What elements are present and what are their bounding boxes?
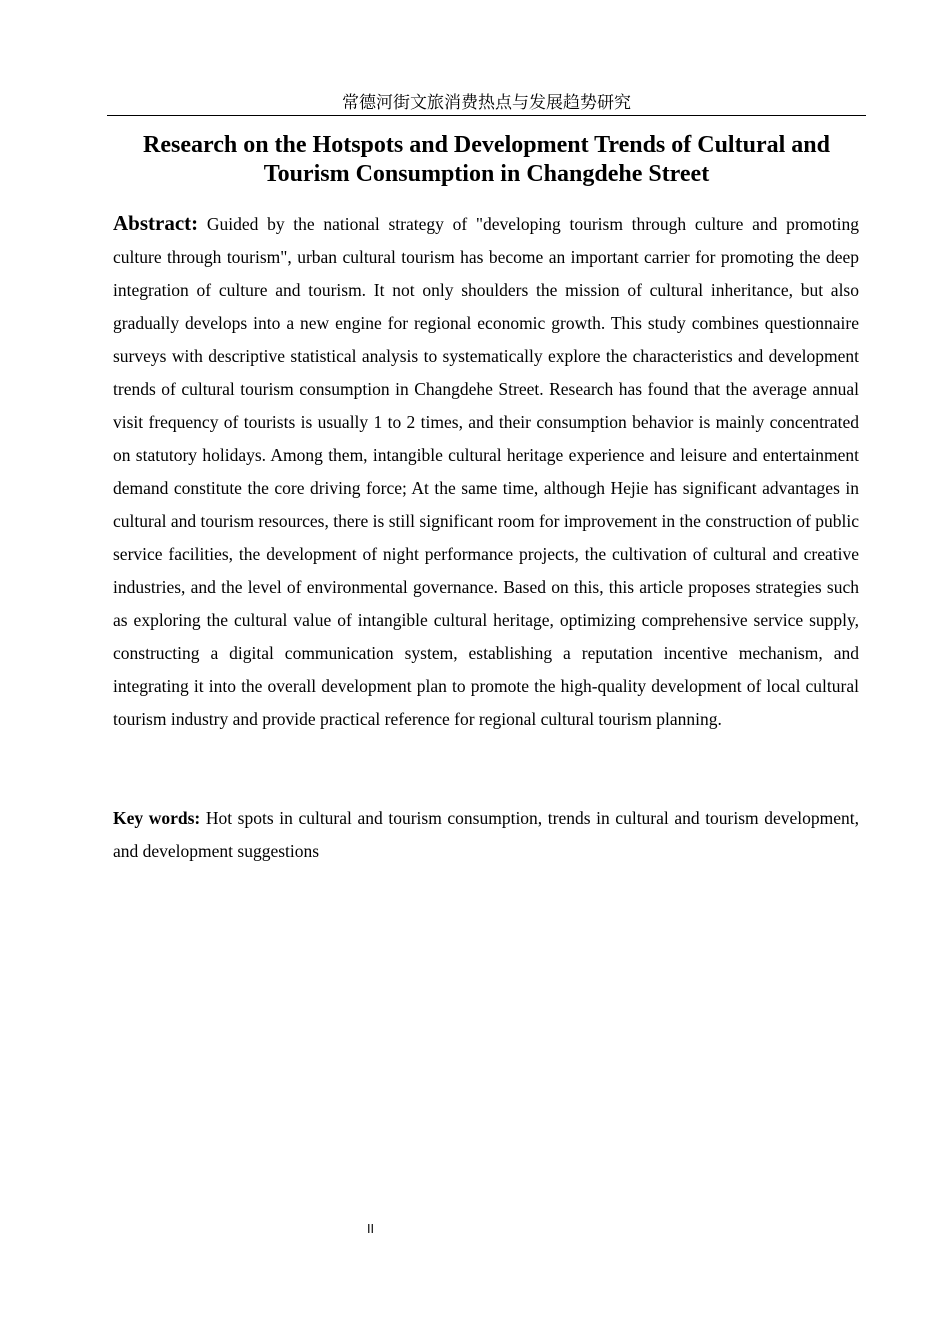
abstract-text: Guided by the national strategy of "developing tourism through culture and promoting culture through tourism", urban cultural tourism has become an important carrier for promoting the deep integration of culture and tourism. It not only shoulders the mission of cultural inheritance, but also gradually develops into a new engine for regional economic growth. This study combines questionnaire surveys with descriptive statistical analysis to systematically explore the characteristics and development trends of cultural tourism consumption in Changdehe Street. Research has found that the average annual visit frequency of tourists is usually 1 to 2 times, and their consumption behavior is mainly concentrated on statutory holidays. Among them, intangible cultural heritage experience and leisure and entertainment demand constitute the core driving force; At the same time, although Hejie has significant advantages in cultural and tourism resources, there is still significant room for improvement in the construction of public service facilities, the development of night performance projects, the cultivation of cultural and creative industries, and the level of environmental governance. Based on this, this article proposes strategies such as exploring the cultural value of intangible cultural heritage, optimizing comprehensive service supply, constructing a digital communication system, establishing a reputation incentive mechanism, and integrating it into the overall development plan to promote the high-quality development of local cultural tourism industry and provide practical reference for regional cultural tourism planning. [113,214,860,729]
header-rule [107,115,866,116]
abstract-label: Abstract: [113,211,199,235]
keywords-paragraph [113,802,859,868]
title-line-1: Research on the Hotspots and Development Trends of Cultural and [143,132,830,158]
abstract-paragraph [113,207,859,736]
running-header: 常德河街文旅消费热点与发展趋势研究 [342,93,631,113]
page-number: II [367,1222,375,1236]
keywords-text: Hot spots in cultural and tourism consumption, trends in cultural and tourism development, and development suggestions [113,808,860,861]
keywords-label: Key words: [113,808,201,828]
paper-title [107,131,866,189]
title-line-2: Tourism Consumption in Changdehe Street [263,161,710,187]
